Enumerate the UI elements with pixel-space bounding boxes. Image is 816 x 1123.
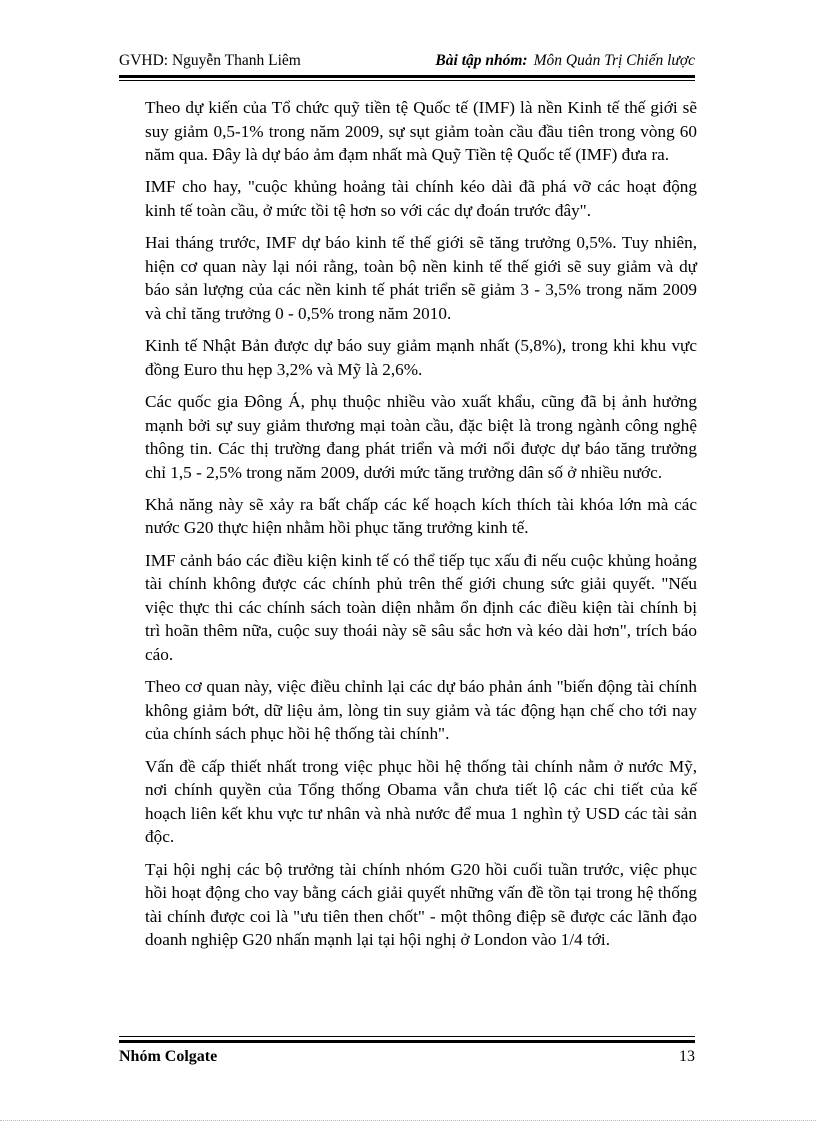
paragraph-10: Tại hội nghị các bộ trưởng tài chính nhóm G20 hồi cuối tuần trước, việc phục hồi hoạt động cho vay bằng cách giải quyết những vấn đề tồn tại trong hệ thống tài chính được coi là "ưu tiên then chốt" - một thông điệp sẽ được các lãnh đạo doanh nghiệp G20 nhấn mạnh lại tại hội nghị ở London vào 1/4 tới.	[145, 859, 697, 950]
document-body	[145, 96, 697, 961]
header-course	[435, 52, 695, 70]
page-edge-divider	[0, 1120, 816, 1121]
paragraph-1: Theo dự kiến của Tổ chức quỹ tiền tệ Quốc tế (IMF) là nền Kinh tế thế giới sẽ suy giảm 0,5-1% trong năm 2009, sự sụt giảm toàn cầu đầu tiên trong vòng 60 năm qua. Đây là dự báo ảm đạm nhất mà Quỹ Tiền tệ Quốc tế (IMF) đưa ra.	[145, 98, 697, 165]
header-rule-thick	[119, 75, 695, 78]
paragraph-5: Các quốc gia Đông Á, phụ thuộc nhiều vào xuất khẩu, cũng đã bị ảnh hưởng mạnh bởi sự suy giảm thương mại toàn cầu, đặc biệt là trong ngành công nghệ thông tin. Các thị trường đang phát triển và mới nổi được dự báo tăng trưởng chỉ 1,5 - 2,5% trong năm 2009, dưới mức tăng trưởng dân số ở nhiều nước.	[145, 391, 697, 482]
page-header	[119, 52, 695, 74]
footer-group-name: Nhóm Colgate	[119, 1048, 218, 1065]
paragraph-8: Theo cơ quan này, việc điều chỉnh lại các dự báo phản ánh "biến động tài chính không giảm bớt, dữ liệu ảm, lòng tin suy giảm và tác động hạn chế cho tới nay của chính sách phục hồi hệ thống tài chính".	[145, 677, 697, 744]
paragraph-3: Hai tháng trước, IMF dự báo kinh tế thế giới sẽ tăng trưởng 0,5%. Tuy nhiên, hiện cơ quan này lại nói rằng, toàn bộ nền kinh tế thế giới sẽ suy giảm và dự báo sản lượng của các nền kinh tế phát triển sẽ giảm 3 - 3,5% trong năm 2009 và chỉ tăng trưởng 0 - 0,5% trong năm 2010.	[145, 233, 697, 323]
paragraph-4: Kinh tế Nhật Bản được dự báo suy giảm mạnh nhất (5,8%), trong khi khu vực đồng Euro thu hẹp 3,2% và Mỹ là 2,6%.	[145, 336, 697, 379]
page-footer	[119, 1048, 695, 1072]
footer-rule-thin	[119, 1036, 695, 1037]
paragraph-7: IMF cảnh báo các điều kiện kinh tế có thể tiếp tục xấu đi nếu cuộc khủng hoảng tài chính không được các chính phủ trên thế giới chung sức giải quyết. "Nếu việc thực thi các chính sách toàn diện nhằm ổn định các điều kiện tài chính bị trì hoãn thêm nữa, cuộc suy thoái này sẽ sâu sắc hơn và kéo dài hơn", trích báo cáo.	[145, 550, 697, 665]
paragraph-9: Vấn đề cấp thiết nhất trong việc phục hồi hệ thống tài chính nằm ở nước Mỹ, nơi chính quyền của Tổng thống Obama vẫn chưa tiết lộ các chi tiết của kế hoạch liên kết khu vực tư nhân và nhà nước để mua 1 nghìn tỷ USD các tài sản độc.	[145, 756, 697, 847]
paragraph-2: IMF cho hay, "cuộc khủng hoảng tài chính kéo dài đã phá vỡ các hoạt động kinh tế toàn cầu, ở mức tồi tệ hơn so với các dự đoán trước đây".	[145, 177, 697, 220]
page-number: 13	[679, 1048, 695, 1065]
header-course-name: Môn Quản Trị Chiến lược	[533, 52, 695, 69]
header-course-label: Bài tập nhóm:	[435, 52, 528, 69]
header-instructor: GVHD: Nguyễn Thanh Liêm	[119, 52, 301, 69]
paragraph-6: Khả năng này sẽ xảy ra bất chấp các kế hoạch kích thích tài khóa lớn mà các nước G20 thực hiện nhằm hồi phục tăng trưởng kinh tế.	[145, 494, 697, 538]
footer-rule-thick	[119, 1040, 695, 1043]
header-rule-thin	[119, 80, 695, 81]
